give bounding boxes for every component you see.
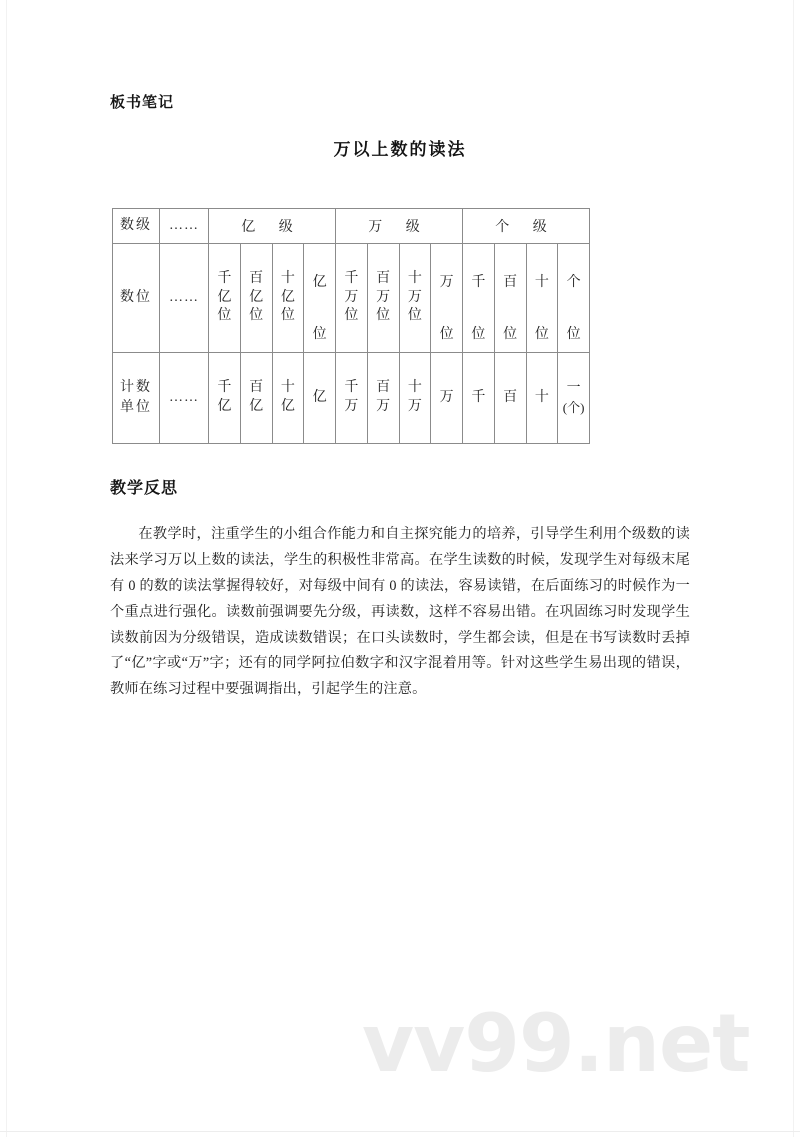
digit-bottom: 位 (407, 308, 422, 324)
digit-top: 个 (566, 275, 581, 290)
digit-mid: 亿 (249, 289, 264, 305)
digit-stack (463, 271, 494, 343)
digit-top: 千 (344, 271, 359, 287)
unit-cell-yi-one (558, 353, 590, 444)
digit-stack (495, 271, 526, 343)
unit-cell-qianwan (336, 353, 368, 444)
unit-top: 亿 (312, 389, 327, 405)
row-label-grade-text: 数级 (120, 217, 152, 233)
unit-stack (463, 353, 494, 443)
digit-top: 百 (249, 271, 264, 287)
digit-top: 十 (407, 271, 422, 287)
unit-top: 十 (280, 380, 295, 396)
teaching-reflection-heading: 教学反思 (110, 478, 179, 497)
digit-mid: 万 (344, 289, 359, 305)
unit-bottom: (个) (562, 399, 585, 415)
digit-cell-shiwan (399, 244, 431, 353)
digit-mid: 万 (407, 289, 422, 305)
digit-cell-wan (431, 244, 463, 353)
digit-mid: 亿 (280, 289, 295, 305)
digit-bottom: 位 (312, 327, 327, 342)
digit-bottom: 位 (439, 327, 454, 342)
digit-bottom: 位 (280, 308, 295, 324)
digit-stack (400, 244, 431, 352)
page-edge-right (793, 0, 794, 1137)
unit-cell-baiyi (240, 353, 272, 444)
digit-top: 万 (439, 275, 454, 290)
unit-stack (431, 353, 462, 443)
unit-cell-yi (304, 353, 336, 444)
unit-cell-baiwan (367, 353, 399, 444)
unit-cell-qianyi (209, 353, 241, 444)
unit-stack (273, 353, 304, 443)
digit-bottom: 位 (471, 327, 486, 342)
teaching-reflection-paragraph: 在教学时，注重学生的小组合作能力和自主探究能力的培养，引导学生利用个级数的读法来学习万以上数的读法，学生的积极性非常高。在学生读数的时候，发现学生对每级末尾有 0 的数的读法掌握得较好，对每级中间有 0 的读法，容易读错，在后面练习的时候作为一个重点进行强化。读数前强调要先分级，再读数，这样不容易出错。在巩固练习时发现学生读数前因为分级错误，造成读数错误；在口头读数时，学生都会读，但是在书写读数时丢掉了“亿”字或“万”字；还有的同学阿拉伯数字和汉字混着用等。针对这些学生易出现的错误，教师在练习过程中要强调指出，引起学生的注意。 (110, 526, 690, 698)
digit-cell-yi (304, 244, 336, 353)
unit-top: 十 (534, 389, 549, 405)
unit-cell-qian (463, 353, 495, 444)
row-label-grade (113, 209, 160, 244)
ellipsis-cell-unit: …… (160, 353, 209, 444)
unit-stack (209, 353, 240, 443)
digit-top: 千 (217, 271, 232, 287)
unit-stack (558, 353, 589, 443)
ellipsis-cell-grade: …… (160, 209, 209, 244)
unit-stack (527, 353, 558, 443)
unit-stack (495, 353, 526, 443)
row-label-unit (113, 353, 160, 444)
unit-bottom: 亿 (249, 399, 264, 414)
unit-bottom: 亿 (280, 399, 295, 414)
digit-top: 千 (471, 275, 486, 290)
digit-stack (304, 271, 335, 343)
digit-stack (368, 244, 399, 352)
unit-bottom: 万 (407, 399, 422, 414)
digit-stack (558, 271, 589, 343)
unit-stack (304, 353, 335, 443)
digit-mid: 万 (376, 289, 391, 305)
digit-stack (273, 244, 304, 352)
table-row-unit (113, 353, 590, 444)
unit-bottom: 万 (376, 399, 391, 414)
site-watermark: vv99.net (362, 997, 750, 1090)
unit-cell-shiwan (399, 353, 431, 444)
digit-stack (241, 244, 272, 352)
page-title: 万以上数的读法 (333, 140, 467, 160)
digit-bottom: 位 (344, 308, 359, 324)
unit-bottom: 亿 (217, 399, 232, 414)
unit-top: 千 (471, 389, 486, 405)
unit-stack (368, 353, 399, 443)
grade-header-ge: 个 级 (463, 209, 590, 244)
grade-header-yi: 亿 级 (209, 209, 336, 244)
digit-bottom: 位 (566, 327, 581, 342)
digit-cell-bai (494, 244, 526, 353)
digit-top: 百 (503, 275, 518, 290)
unit-top: 一 (566, 380, 581, 396)
board-notes-heading: 板书笔记 (110, 93, 175, 111)
unit-top: 百 (503, 389, 518, 405)
digit-top: 百 (376, 271, 391, 287)
table-row-digit (113, 244, 590, 353)
digit-cell-ge (558, 244, 590, 353)
unit-top: 十 (407, 380, 422, 396)
digit-top: 十 (534, 275, 549, 290)
digit-bottom: 位 (503, 327, 518, 342)
digit-stack (527, 271, 558, 343)
digit-bottom: 位 (217, 308, 232, 324)
unit-top: 百 (376, 380, 391, 396)
unit-top: 百 (249, 380, 264, 396)
unit-stack (241, 353, 272, 443)
row-label-unit-text: 计数单位 (120, 379, 152, 415)
digit-bottom: 位 (376, 308, 391, 324)
digit-bottom: 位 (249, 308, 264, 324)
unit-cell-shiyi (272, 353, 304, 444)
page-edge-bottom (0, 1131, 800, 1132)
row-label-digit-text: 数位 (120, 289, 152, 305)
digit-stack (209, 244, 240, 352)
digit-cell-qianyi (209, 244, 241, 353)
unit-stack (336, 353, 367, 443)
row-label-digit (113, 244, 160, 353)
ellipsis-cell-digit: …… (160, 244, 209, 353)
place-value-table (112, 208, 590, 444)
digit-cell-shi (526, 244, 558, 353)
digit-cell-baiyi (240, 244, 272, 353)
digit-top: 十 (280, 271, 295, 287)
digit-bottom: 位 (534, 327, 549, 342)
page-edge-left (6, 0, 7, 1137)
unit-stack (400, 353, 431, 443)
table-row-grade (113, 209, 590, 244)
unit-cell-wan (431, 353, 463, 444)
unit-top: 万 (439, 389, 454, 405)
digit-stack (431, 271, 462, 343)
digit-cell-shiyi (272, 244, 304, 353)
grade-header-wan: 万 级 (336, 209, 463, 244)
unit-top: 千 (217, 380, 232, 396)
digit-cell-qian (463, 244, 495, 353)
unit-cell-shi (526, 353, 558, 444)
unit-bottom: 万 (344, 399, 359, 414)
digit-cell-baiwan (367, 244, 399, 353)
digit-cell-qianwan (336, 244, 368, 353)
digit-top: 亿 (312, 275, 327, 290)
digit-stack (336, 244, 367, 352)
digit-mid: 亿 (217, 289, 232, 305)
unit-cell-bai (494, 353, 526, 444)
unit-top: 千 (344, 380, 359, 396)
